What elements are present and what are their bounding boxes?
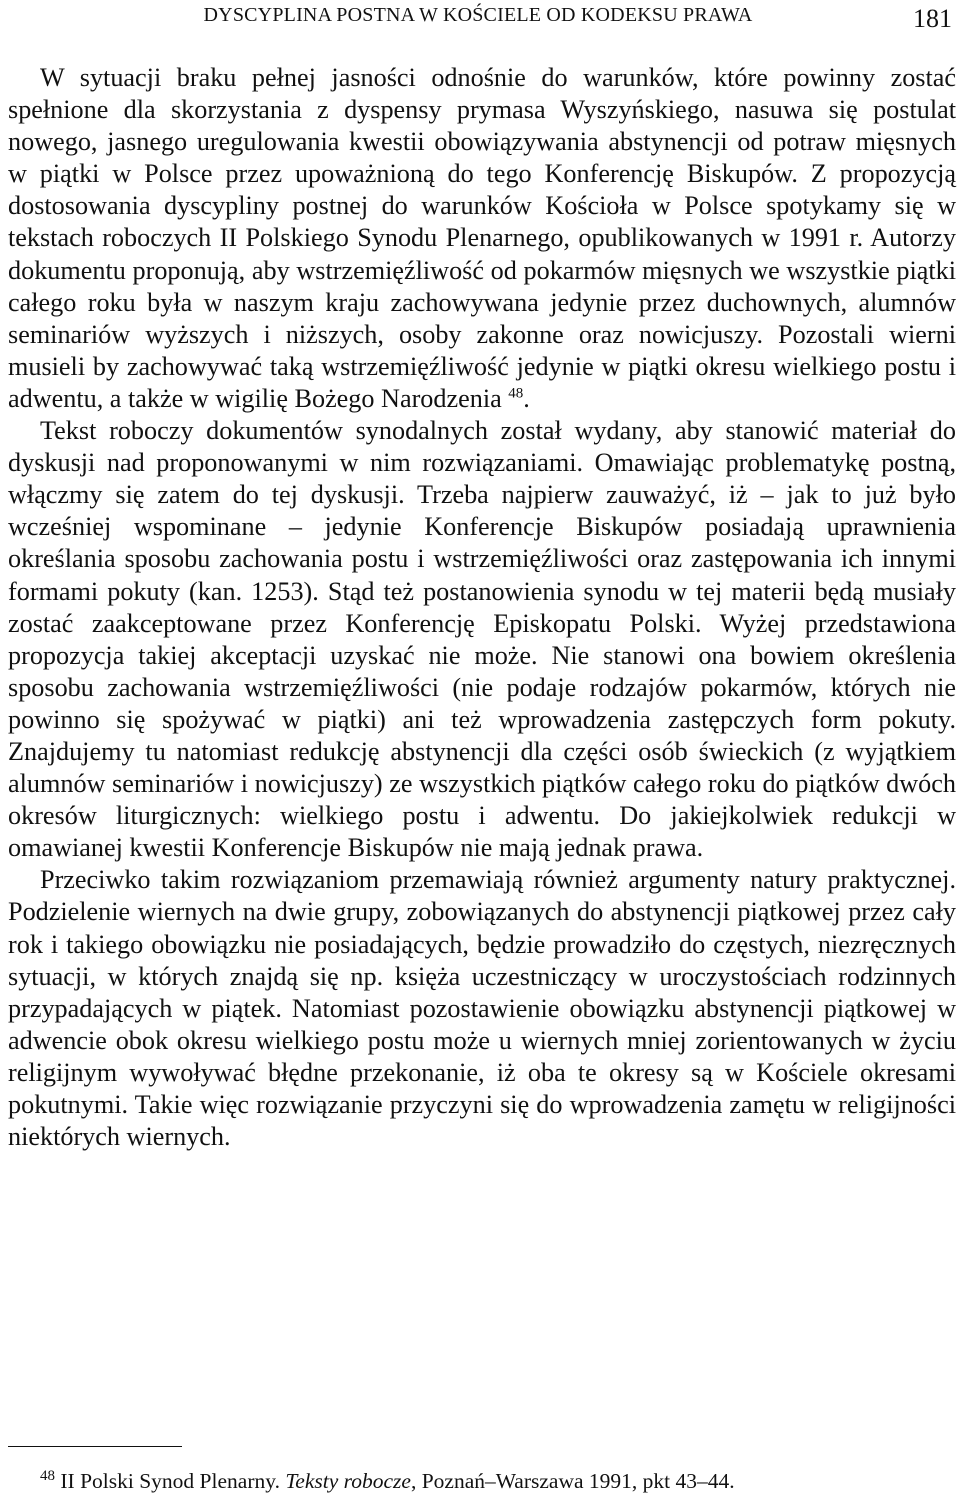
paragraph-1-text: W sytuacji braku pełnej jasności odnośnie do warunków, które powinny zostać spełnione dla skorzystania z dyspensy prymasa Wyszyńskiego, nasuwa się postulat nowego, jasnego uregulowania kwestii obowiązywania abstynencji od potraw mięsnych w piątki w Polsce przez upoważnioną do tego Konferencję Biskupów. Z propozycją dostosowania dyscypliny postnej do warunków Kościoła w Polsce spotykamy się w tekstach roboczych II Polskiego Synodu Plenarnego, opublikowanych w 1991 r. Autorzy dokumentu proponują, aby wstrzemięźliwość od pokarmów mięsnych we wszystkie piątki całego roku była w naszym kraju zachowywana jedynie przez duchownych, alumnów seminariów wyższych i niższych, osoby zakonne oraz nowicjuszy. Pozostali wierni musieli by zachowywać taką wstrzemięźliwość jedynie w piątki okresu wielkiego postu i adwentu, a także w wigilię Bożego Narodzenia	[8, 63, 956, 413]
footnote-reference[interactable]: 48	[508, 385, 524, 402]
footnote-number: 48	[40, 1467, 55, 1484]
footnote-title: Teksty robocze	[285, 1469, 411, 1493]
footnote-text-end: , Poznań–Warszawa 1991, pkt 43–44.	[410, 1469, 735, 1493]
footnote	[40, 1468, 950, 1494]
page-number: 181	[913, 4, 952, 33]
paragraph-2: Tekst roboczy dokumentów synodalnych został wydany, aby stanowić materiał do dyskusji nad proponowanymi w nim rozwiązaniami. Omawiając problematykę postną, włączmy się zatem do tej dyskusji. Trzeba najpierw zauważyć, iż – jak to już było wcześniej wspominane – jedynie Konferencje Biskupów posiadają uprawnienia określania sposobu zachowania postu i wstrzemięźliwości oraz zastępowania ich innymi formami pokuty (kan. 1253). Stąd też postanowienia synodu w tej materii będą musiały zostać zaakceptowane przez Konferencję Episkopatu Polski. Wyżej przedstawiona propozycja takiej akceptacji uzyskać nie może. Nie stanowi ona bowiem określenia sposobu zachowania wstrzemięźliwości (nie podaje rodzajów pokarmów, których nie powinno się spożywać w piątki) ani też wprowadzenia zastępczych form pokuty. Znajdujemy tu natomiast redukcję abstynencji dla części osób świeckich (z wyjątkiem alumnów seminariów i nowicjuszy) ze wszystkich piątków całego roku do piątków dwóch okresów liturgicznych: wielkiego postu i adwentu. Do jakiejkolwiek redukcji w omawianej kwestii Konferencje Biskupów nie mają jednak prawa.	[8, 416, 956, 863]
footnote-separator	[8, 1446, 182, 1447]
main-text	[8, 62, 956, 1153]
paragraph-3: Przeciwko takim rozwiązaniom przemawiają również argumenty natury praktycznej. Podzielenie wiernych na dwie grupy, zobowiązanych do abstynencji piątkowej przez cały rok i takiego obowiązku nie posiadających, będzie prowadziło do częstych, niezręcznych sytuacji, w których znajdą się np. księża uczestniczący w uroczystościach rodzinnych przypadających w piątek. Natomiast pozostawienie obowiązku abstynencji piątkowej w adwencie obok okresu wielkiego postu może u wiernych mniej zorientowanych w życiu religijnym wywoływać błędne przekonanie, iż oba te okresy są w Kościele okresami pokutnymi. Takie więc rozwiązanie przyczyni się do wprowadzenia zamętu w religijności niektórych wiernych.	[8, 865, 956, 1152]
paragraph-1	[8, 62, 956, 415]
running-head: DYSCYPLINA POSTNA W KOŚCIELE OD KODEKSU PRAWA	[203, 4, 753, 26]
footnote-text: II Polski Synod Plenarny.	[60, 1469, 280, 1493]
paragraph-1-end: .	[523, 383, 530, 413]
